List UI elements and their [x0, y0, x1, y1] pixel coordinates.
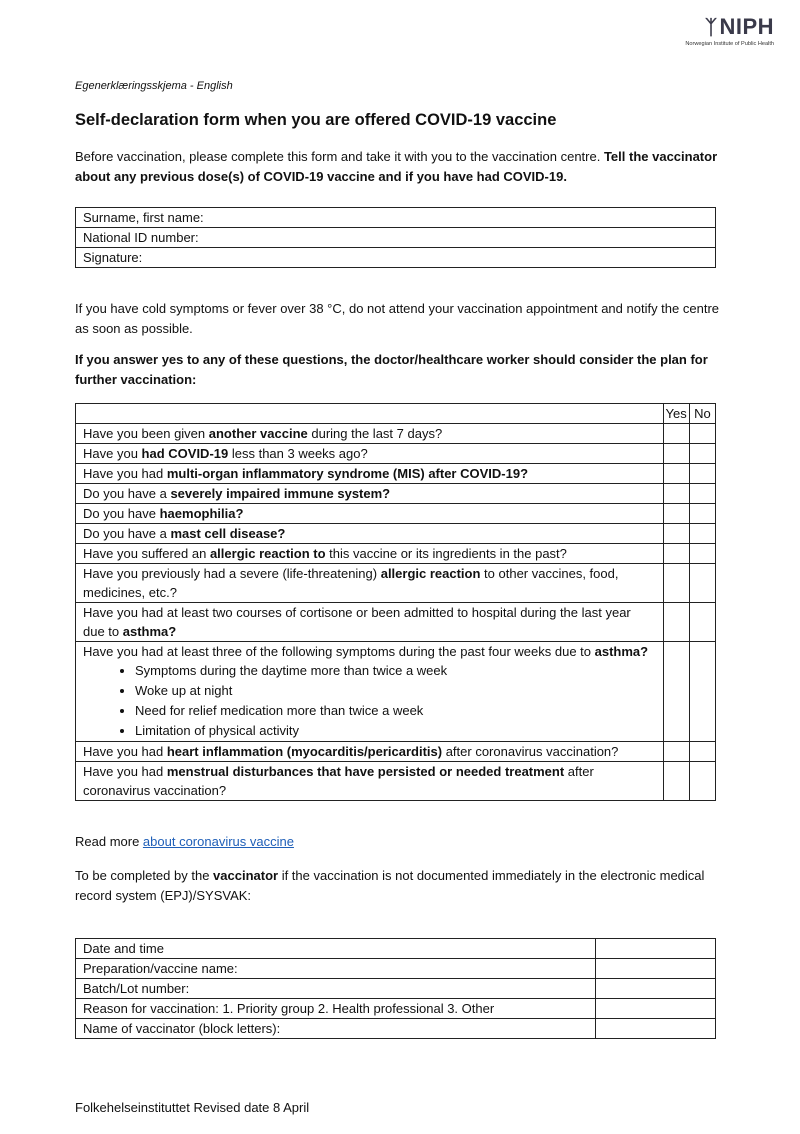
coronavirus-vaccine-link[interactable]: about coronavirus vaccine: [142, 834, 294, 849]
niph-logo: [644, 14, 774, 47]
signature-field[interactable]: Signature:: [76, 248, 716, 268]
yes-checkbox[interactable]: [663, 424, 689, 444]
table-row: Have you had menstrual disturbances that have persisted or needed treatment after coronavirus vaccination?: [76, 762, 716, 801]
yes-header: Yes: [663, 404, 689, 424]
yes-checkbox[interactable]: [663, 603, 689, 642]
personal-info-table: [75, 207, 716, 268]
no-checkbox[interactable]: [689, 524, 715, 544]
reason-label: Reason for vaccination: 1. Priority group 2. Health professional 3. Other: [76, 999, 596, 1019]
list-item: • Limitation of physical activity: [135, 721, 656, 741]
if-yes-notice: If you answer yes to any of these questions, the doctor/healthcare worker should consider the plan for further vaccination:: [75, 352, 708, 387]
questions-table: [75, 403, 716, 801]
yes-checkbox[interactable]: [663, 742, 689, 762]
table-row: Have you had at least two courses of cortisone or been admitted to hospital during the last year due to asthma?: [76, 603, 716, 642]
yes-checkbox[interactable]: [663, 464, 689, 484]
list-item: • Need for relief medication more than twice a week: [135, 701, 656, 721]
vaccinator-notice: To be completed by the vaccinator if the vaccination is not documented immediately in the electronic medical record system (EPJ)/SYSVAK:: [75, 868, 705, 903]
cold-symptoms-notice: If you have cold symptoms or fever over 38 °C, do not attend your vaccination appointment and notify the centre as soon as possible.: [75, 301, 720, 336]
table-row: Have you had at least three of the following symptoms during the past four weeks due to asthma? • Symptoms during the daytime more than twice a week • Woke up at night • Need for relief medication more than twice a week • Limitation of physical activity: [76, 642, 716, 742]
table-row: Have you had COVID-19 less than 3 weeks ago?: [76, 444, 716, 464]
list-item: • Symptoms during the daytime more than twice a week: [135, 661, 656, 681]
surname-field[interactable]: Surname, first name:: [76, 208, 716, 228]
no-checkbox[interactable]: [689, 424, 715, 444]
vaccinator-name-label: Name of vaccinator (block letters):: [76, 1019, 596, 1039]
table-header-row: [76, 404, 716, 424]
read-more-line: Read more about coronavirus vaccine: [75, 834, 294, 849]
asthma-symptom-list: [83, 661, 656, 741]
no-checkbox[interactable]: [689, 504, 715, 524]
table-row: [76, 939, 716, 959]
date-time-label: Date and time: [76, 939, 596, 959]
yes-checkbox[interactable]: [663, 504, 689, 524]
table-row: Have you been given another vaccine during the last 7 days?: [76, 424, 716, 444]
footer: Folkehelseinstituttet Revised date 8 April: [75, 1100, 310, 1115]
no-header: No: [689, 404, 715, 424]
vaccine-name-field[interactable]: [596, 959, 716, 979]
no-checkbox[interactable]: [689, 564, 715, 603]
batch-number-label: Batch/Lot number:: [76, 979, 596, 999]
batch-number-field[interactable]: [596, 979, 716, 999]
table-row: Have you had multi-organ inflammatory syndrome (MIS) after COVID-19?: [76, 464, 716, 484]
table-row: [76, 1019, 716, 1039]
list-item: • Woke up at night: [135, 681, 656, 701]
table-row: Do you have haemophilia?: [76, 504, 716, 524]
table-row: Have you had heart inflammation (myocarditis/pericarditis) after coronavirus vaccination?: [76, 742, 716, 762]
table-row: Have you previously had a severe (life-threatening) allergic reaction to other vaccines, food, medicines, etc.?: [76, 564, 716, 603]
reason-field[interactable]: [596, 999, 716, 1019]
logo-subtitle: Norwegian Institute of Public Health: [685, 41, 774, 47]
form-subtitle: Egenerklæringsskjema - English: [75, 80, 233, 92]
national-id-field[interactable]: National ID number:: [76, 228, 716, 248]
yes-checkbox[interactable]: [663, 564, 689, 603]
no-checkbox[interactable]: [689, 444, 715, 464]
yes-checkbox[interactable]: [663, 762, 689, 801]
yes-checkbox[interactable]: [663, 544, 689, 564]
vaccine-name-label: Preparation/vaccine name:: [76, 959, 596, 979]
form-title: Self-declaration form when you are offered COVID-19 vaccine: [75, 111, 557, 129]
no-checkbox[interactable]: [689, 762, 715, 801]
table-row: [76, 999, 716, 1019]
yes-checkbox[interactable]: [663, 444, 689, 464]
table-row: Do you have a mast cell disease?: [76, 524, 716, 544]
no-checkbox[interactable]: [689, 464, 715, 484]
date-time-field[interactable]: [596, 939, 716, 959]
niph-symbol-icon: ᛉ: [704, 17, 718, 39]
table-row: [76, 959, 716, 979]
yes-checkbox[interactable]: [663, 484, 689, 504]
yes-checkbox[interactable]: [663, 524, 689, 544]
vaccinator-name-field[interactable]: [596, 1019, 716, 1039]
logo-mark: NIPH: [719, 14, 774, 39]
no-checkbox[interactable]: [689, 544, 715, 564]
no-checkbox[interactable]: [689, 603, 715, 642]
yes-checkbox[interactable]: [663, 642, 689, 742]
table-row: Do you have a severely impaired immune system?: [76, 484, 716, 504]
vaccinator-table: [75, 938, 716, 1039]
no-checkbox[interactable]: [689, 484, 715, 504]
table-row: Have you suffered an allergic reaction to this vaccine or its ingredients in the past?: [76, 544, 716, 564]
intro-text: Before vaccination, please complete this form and take it with you to the vaccination centre. Tell the vaccinator about any previous dose(s) of COVID-19 vaccine and if you have had COVID-19.: [75, 149, 718, 184]
no-checkbox[interactable]: [689, 642, 715, 742]
table-row: [76, 979, 716, 999]
no-checkbox[interactable]: [689, 742, 715, 762]
